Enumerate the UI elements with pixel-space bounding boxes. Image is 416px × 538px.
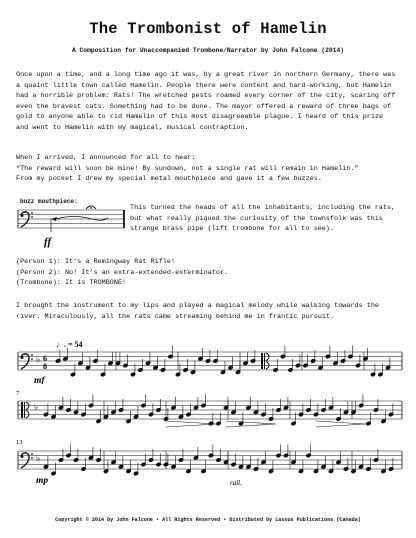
story-line: even the bravest cats. Something had to be done. The mayor offered a reward of three bags of [16,102,392,111]
staff-lines [18,210,124,228]
buzz-mouthpiece-label: buzz mouthpiece: [20,198,78,205]
dialogue-line: (Person 2): No! It’s an extra-extended-exterminator. [16,268,229,277]
staff-system-3 [16,437,404,489]
story-line: “The reward will soon be mine! By sundown, not a single rat will remain in Hamelin.” [16,164,359,173]
story-line: but what really piqued the curiosity of the townsfolk was this [130,214,383,223]
story-line: From my pocket I drew my special metal mouthpiece and gave it a few buzzes. [16,175,322,184]
bass-clef-icon [21,354,33,369]
dynamic-mf: mf [34,376,45,384]
hairpin-group [166,421,366,427]
dynamic-mp: mp [36,476,49,486]
story-paragraph-1 [16,70,402,134]
staff-system-1 [16,336,404,384]
story-line: and went to Hamelin with my magical, musical contraption. [16,123,249,132]
story-line: gold to anyone able to rid Hamelin of this most disagreeable plague. I heard of this prize [16,113,384,122]
buzz-mouthpiece-staff [16,204,126,250]
measure-number-13: 13 [16,439,23,446]
story-paragraph-2 [16,153,402,185]
flat-key-signature: ♭ [36,453,41,463]
measure-number-7: 7 [16,390,20,397]
story-line: a quaint little town called Hamelin. People there were content and hard-working, but Hamelin [16,81,392,90]
page-subtitle: A Composition for Unaccompanied Trombone/Narrator by John Falcone (2014) [71,47,345,54]
flat-key-signature: ♭ [34,402,39,412]
staff-lines [18,401,402,419]
flat-key-signature: ♭ [36,354,41,364]
story-line: When I arrived, I announced for all to hear: [16,154,196,162]
dynamic-ff: ff [44,236,52,248]
time-signature-bottom: 8 [43,362,47,371]
story-line: This turned the heads of all the inhabitants, including the rats, [130,204,396,212]
tempo-marking: ♩. = 54 [56,340,83,349]
story-line: Once upon a time, and a long time ago it was, by a great river in northern Germany, there was [16,71,396,79]
story-line: I brought the instrument to my lips and played a magical melody while walking towards the [16,302,380,310]
time-signature-top: 6 [43,354,47,363]
story-line: strange brass pipe (lift trombone for all to see). [130,225,334,234]
bass-clef-icon [21,212,33,227]
story-line: had a horrible problem: Rats! The wretched pests roamed every corner of the city, scaring off [16,92,396,101]
page-title: The Trombonist of Hamelin [89,20,327,38]
story-paragraph-4 [16,301,402,322]
fermata-icon [86,206,96,209]
staff-system-2 [16,389,404,433]
dialogue-line: (Person 1): It’s a Remingway Rat Rifle! [16,258,176,266]
story-paragraph-3 [130,203,410,235]
rall-marking: rall. [230,479,242,487]
bass-clef-icon [21,453,33,468]
story-line: river. Miraculously, all the rats came streaming behind me in frantic pursuit. [16,312,335,321]
copyright-footer: Copyright © 2014 by John Falcone • All Rights Reserved • Distributed by Lassus Publications (Canada) [55,517,361,523]
dialogue-block [16,257,402,289]
dialogue-line: (Trombone): It is TROMBONE! [16,279,127,288]
